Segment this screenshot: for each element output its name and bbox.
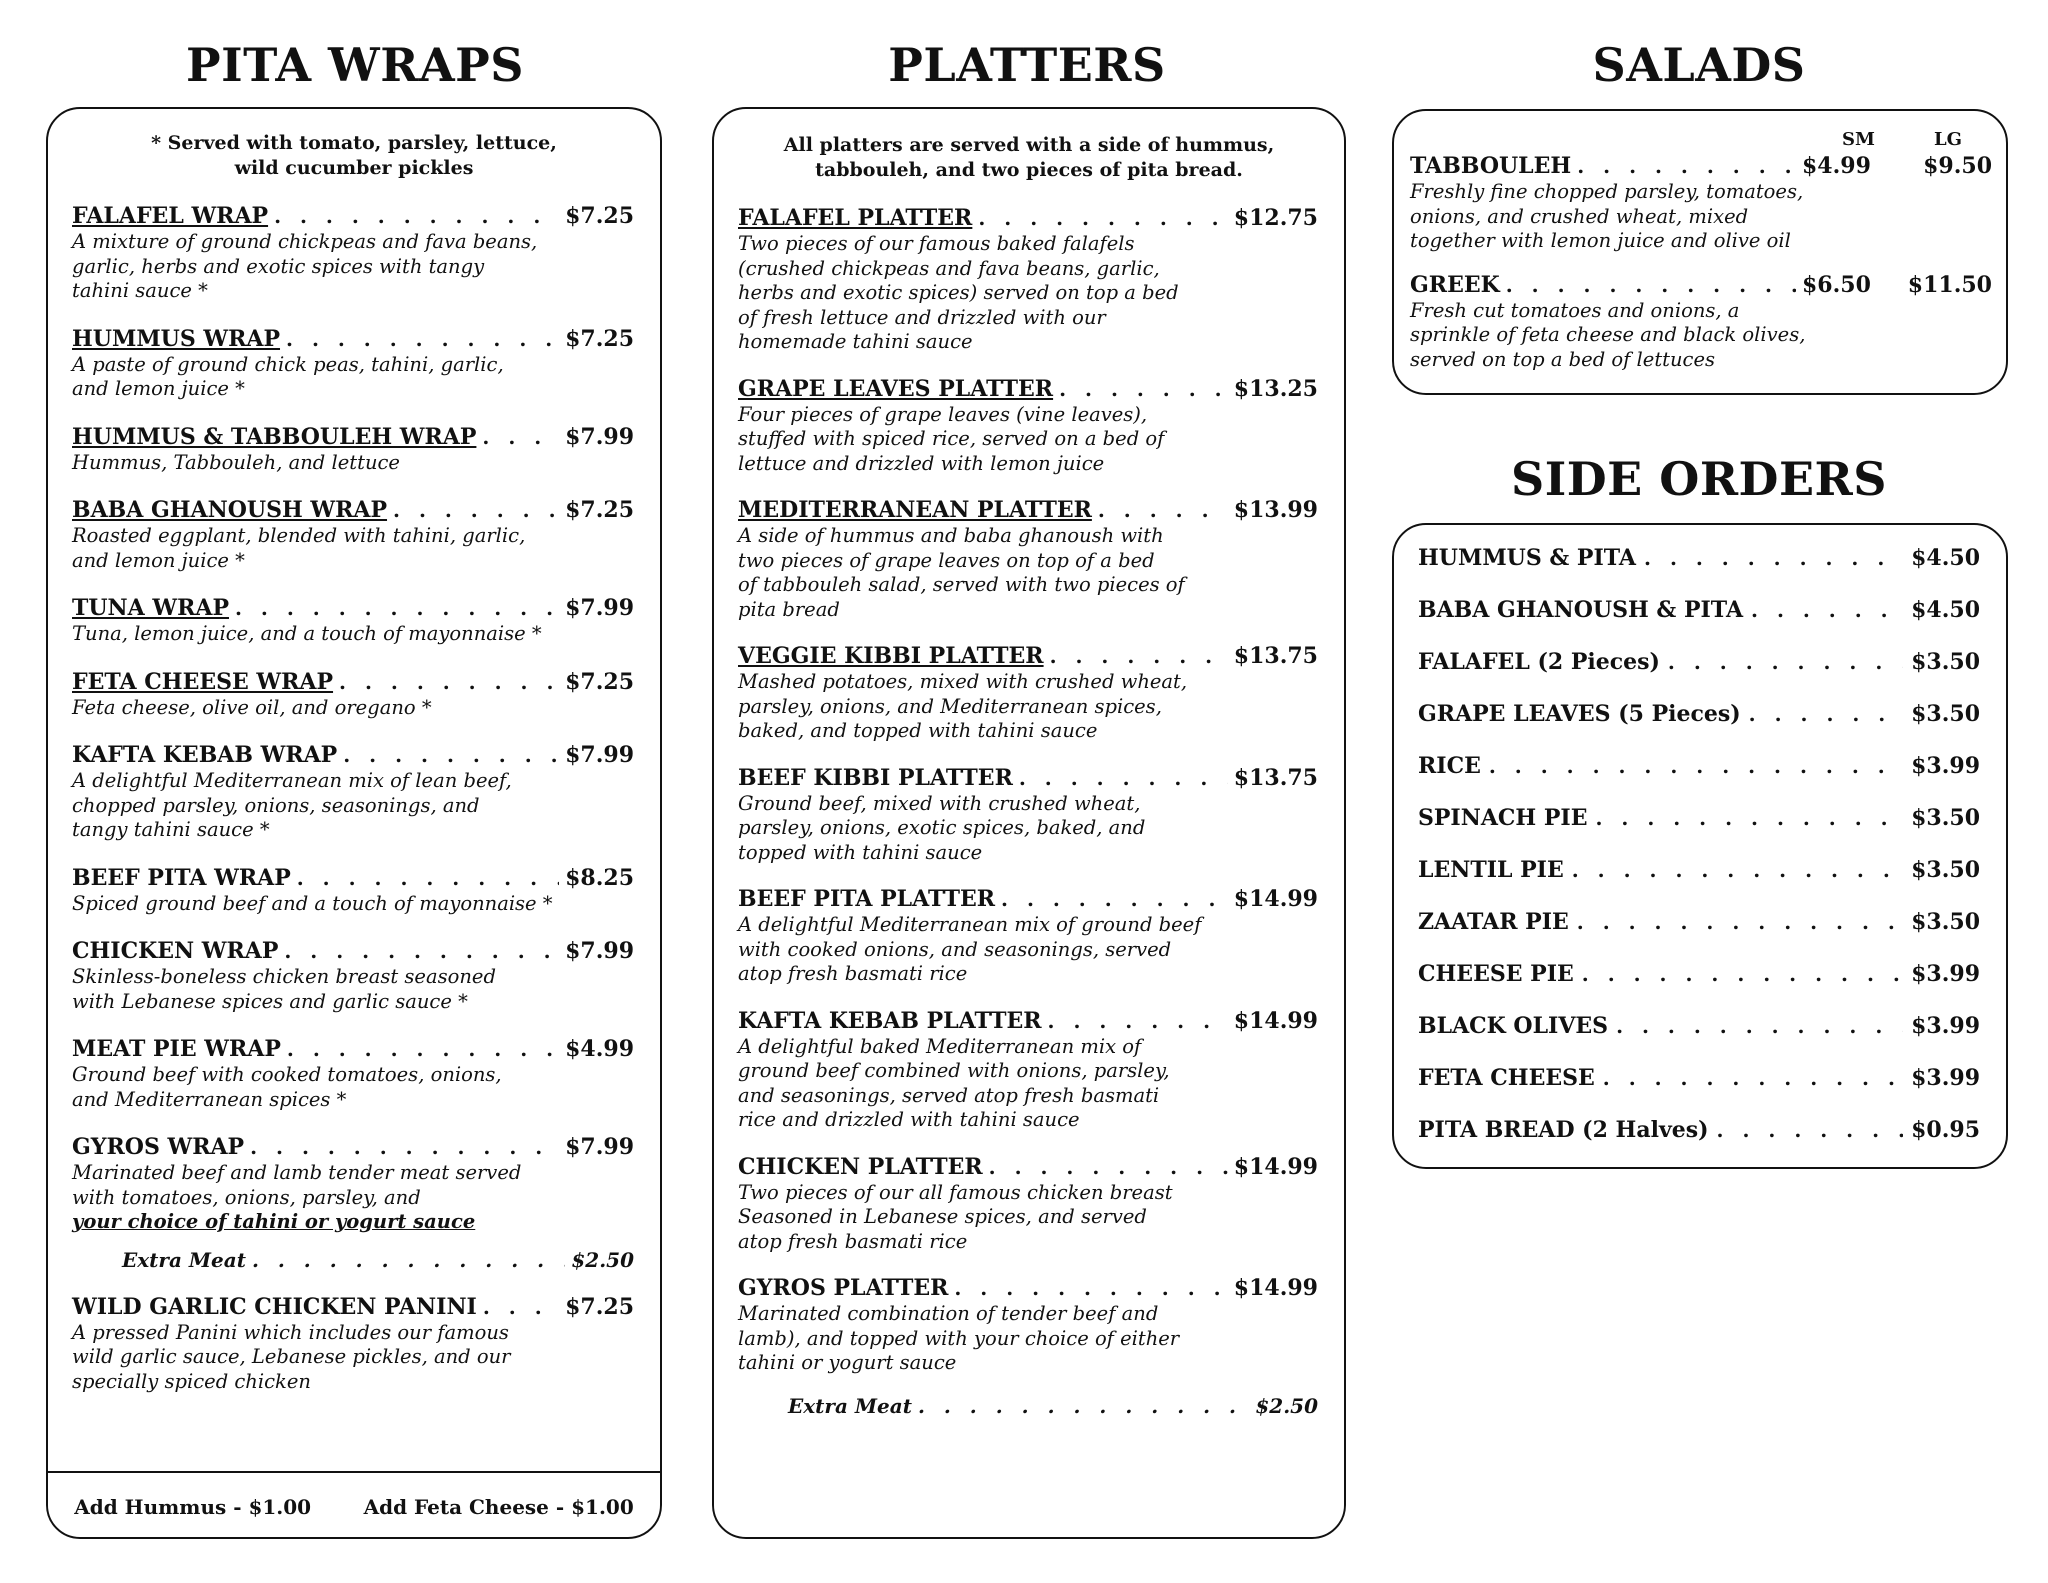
menu-item-row	[738, 886, 1318, 913]
description-emphasis: your choice of tahini or yogurt sauce	[72, 1210, 476, 1233]
platters-list	[738, 205, 1318, 1420]
menu-item-description	[738, 670, 1318, 744]
menu-item-price: $7.99	[565, 1134, 634, 1160]
side-order-price: $3.99	[1911, 1013, 1980, 1039]
description-line: ground beef combined with onions, parsley,	[738, 1059, 1170, 1082]
side-order-name: BLACK OLIVES	[1418, 1013, 1609, 1039]
platters-intro-line1: All platters are served with a side of hummus,	[783, 134, 1275, 156]
side-order-price: $3.50	[1911, 805, 1980, 831]
side-order-row	[1418, 1117, 1980, 1144]
description-line: tahini or yogurt sauce	[738, 1351, 957, 1374]
menu-item	[738, 886, 1318, 987]
side-order-price: $4.50	[1911, 597, 1980, 623]
menu-item-name: FALAFEL WRAP	[72, 203, 269, 229]
salad-price-large: $9.50	[1923, 153, 1992, 179]
side-order-price: $3.50	[1911, 701, 1980, 727]
menu-item	[738, 1154, 1318, 1255]
side-order-row	[1418, 649, 1980, 676]
dot-leader	[1048, 1008, 1228, 1035]
dot-leader	[483, 1294, 559, 1321]
side-order-name: SPINACH PIE	[1418, 805, 1588, 831]
dot-leader	[1668, 649, 1903, 676]
description-line: Feta cheese, olive oil, and oregano *	[72, 695, 432, 719]
salad-item	[1410, 272, 1992, 373]
description-line: Spiced ground beef and a touch of mayonnaise *	[72, 891, 553, 915]
dot-leader	[482, 424, 559, 451]
description-line: Ground beef with cooked tomatoes, onions,	[72, 1063, 502, 1086]
side-orders-box	[1392, 523, 2008, 1169]
description-line: and lemon juice *	[72, 377, 245, 400]
side-order-row	[1418, 597, 1980, 624]
description-line: Roasted eggplant, blended with tahini, garlic,	[72, 524, 526, 547]
description-line: sprinkle of feta cheese and black olives,	[1410, 323, 1806, 346]
extra-meat-row	[72, 1247, 634, 1274]
menu-item-description	[72, 1161, 634, 1235]
description-line: Marinated combination of tender beef and	[738, 1302, 1159, 1325]
menu-item-price: $13.75	[1233, 764, 1318, 791]
salads-title: SALADS	[1592, 38, 1806, 92]
menu-item	[72, 865, 634, 917]
dot-leader	[1577, 909, 1903, 936]
menu-item-price: $14.99	[1233, 1007, 1318, 1034]
description-line: Seasoned in Lebanese spices, and served	[738, 1205, 1147, 1228]
side-order-row	[1418, 1065, 1980, 1092]
menu-item-price: $14.99	[1233, 886, 1318, 912]
menu-item-row	[72, 424, 634, 451]
menu-item-name: MEDITERRANEAN PLATTER	[738, 497, 1092, 523]
pita-wraps-title: PITA WRAPS	[186, 38, 524, 92]
pita-wraps-intro	[68, 131, 640, 181]
description-line: baked, and topped with tahini sauce	[738, 719, 1098, 742]
side-order-price: $3.99	[1911, 1065, 1980, 1091]
dot-leader	[339, 669, 559, 696]
menu-item	[738, 765, 1318, 866]
description-line: pita bread	[738, 597, 840, 621]
menu-item	[72, 595, 634, 647]
description-line: herbs and exotic spices) served on top a bed	[738, 281, 1179, 304]
menu-item-description	[72, 892, 634, 917]
menu-item-price: $7.25	[565, 203, 634, 229]
description-line: together with lemon juice and olive oil	[1410, 229, 1791, 252]
salad-item-name: GREEK	[1410, 271, 1500, 298]
description-line: Tuna, lemon juice, and a touch of mayonnaise *	[72, 622, 542, 645]
menu-item-description	[72, 230, 634, 304]
menu-item-description	[72, 1063, 634, 1112]
dot-leader	[1616, 1013, 1903, 1040]
menu-item-name: GYROS WRAP	[72, 1134, 245, 1160]
menu-item-description	[738, 913, 1318, 987]
menu-item-price: $7.25	[565, 325, 634, 352]
dot-leader	[978, 205, 1227, 232]
dot-leader	[1098, 497, 1228, 524]
dot-leader	[1019, 765, 1228, 792]
side-order-row	[1418, 753, 1980, 780]
side-order-price: $3.99	[1911, 753, 1980, 779]
menu-item-description	[738, 403, 1318, 477]
menu-item-row	[738, 376, 1318, 403]
description-line: Four pieces of grape leaves (vine leaves),	[738, 402, 1148, 426]
menu-item-price: $8.25	[565, 864, 634, 891]
menu-item-description	[72, 353, 634, 402]
salad-item-row	[1410, 272, 1992, 299]
dot-leader	[1717, 1117, 1904, 1144]
menu-item-price: $4.99	[565, 1036, 634, 1062]
extra-meat-label: Extra Meat	[788, 1393, 912, 1418]
menu-item-description	[72, 769, 634, 843]
menu-item-row	[72, 669, 634, 696]
menu-item-price: $7.25	[565, 497, 634, 523]
description-line: specially spiced chicken	[72, 1369, 311, 1393]
description-line: A mixture of ground chickpeas and fava beans,	[72, 230, 538, 253]
menu-item	[72, 1134, 634, 1235]
description-line: (crushed chickpeas and fava beans, garlic,	[738, 256, 1160, 280]
salad-price-large: $11.50	[1907, 271, 1992, 298]
pita-wraps-list	[72, 203, 634, 1416]
menu-item-row	[738, 1154, 1318, 1181]
description-line: tahini sauce *	[72, 279, 208, 302]
menu-item	[72, 742, 634, 843]
pita-wraps-box	[46, 107, 662, 1539]
platters-intro	[734, 133, 1324, 183]
side-order-name: ZAATAR PIE	[1418, 909, 1569, 935]
dot-leader	[1059, 376, 1228, 403]
menu-item	[72, 938, 634, 1014]
menu-item-description	[738, 792, 1318, 866]
description-line: with tomatoes, onions, parsley, and	[72, 1185, 421, 1209]
description-line: tangy tahini sauce *	[72, 818, 270, 841]
description-line: A side of hummus and baba ghanoush with	[738, 524, 1164, 547]
dot-leader	[1582, 961, 1903, 988]
salads-box	[1392, 109, 2008, 395]
description-line: A delightful baked Mediterranean mix of	[738, 1034, 1142, 1058]
description-line: parsley, onions, and Mediterranean spices,	[738, 694, 1162, 718]
menu-item-row	[738, 1275, 1318, 1302]
platters-box	[712, 107, 1346, 1539]
description-line: Fresh cut tomatoes and onions, a	[1410, 298, 1740, 322]
description-line: Two pieces of our all famous chicken breast	[738, 1180, 1173, 1204]
menu-item	[738, 205, 1318, 355]
menu-item	[72, 497, 634, 573]
side-order-name: CHEESE PIE	[1418, 961, 1574, 987]
dot-leader	[918, 1393, 1249, 1420]
side-order-row	[1418, 909, 1980, 936]
menu-item-description	[738, 1181, 1318, 1255]
side-order-price: $3.50	[1911, 649, 1980, 675]
description-line: homemade tahini sauce	[738, 330, 973, 353]
dot-leader	[286, 326, 559, 353]
side-order-name: HUMMUS & PITA	[1418, 545, 1637, 571]
description-line: and Mediterranean spices *	[72, 1087, 347, 1111]
description-line: of fresh lettuce and drizzled with our	[738, 305, 1106, 329]
side-order-price: $3.50	[1911, 857, 1980, 883]
salads-col-sm: SM	[1842, 129, 1875, 150]
description-line: atop fresh basmati rice	[738, 962, 968, 985]
menu-item-name: KAFTA KEBAB WRAP	[72, 742, 338, 768]
dot-leader	[1644, 545, 1903, 572]
salad-price-small: $4.99	[1802, 153, 1871, 179]
description-line: Skinless-boneless chicken breast seasoned	[72, 965, 496, 988]
dot-leader	[1749, 701, 1903, 728]
side-order-name: PITA BREAD (2 Halves)	[1418, 1117, 1709, 1143]
side-order-price: $0.95	[1911, 1117, 1980, 1143]
dot-leader	[1595, 805, 1903, 832]
menu-item-price: $7.99	[565, 423, 634, 450]
description-line: Marinated beef and lamb tender meat served	[72, 1161, 522, 1184]
menu-item-name: FETA CHEESE WRAP	[72, 668, 334, 695]
menu-item-description	[72, 1321, 634, 1395]
menu-item-price: $14.99	[1233, 1275, 1318, 1301]
description-line: lettuce and drizzled with lemon juice	[738, 451, 1105, 475]
description-line: onions, and crushed wheat, mixed	[1410, 204, 1749, 228]
side-order-price: $3.99	[1911, 961, 1980, 987]
dot-leader	[250, 1134, 559, 1161]
menu-item-name: TUNA WRAP	[72, 595, 229, 621]
menu-item-row	[738, 643, 1318, 670]
extra-meat-line	[122, 1247, 634, 1274]
side-order-name: LENTIL PIE	[1418, 857, 1564, 883]
menu-item	[72, 1294, 634, 1395]
dot-leader	[343, 742, 559, 769]
salad-item	[1410, 153, 1992, 254]
menu-item-price: $7.99	[565, 938, 634, 964]
dot-leader	[1572, 857, 1903, 884]
dot-leader	[274, 203, 559, 230]
menu-item-name: CHICKEN WRAP	[72, 938, 279, 964]
salad-item-description	[1410, 299, 1992, 373]
menu-item-row	[72, 1134, 634, 1161]
dot-leader	[1050, 643, 1228, 670]
pita-wraps-footer	[48, 1495, 660, 1519]
menu-item-name: FALAFEL PLATTER	[738, 205, 973, 231]
extra-meat-line	[788, 1393, 1318, 1420]
dot-leader	[235, 595, 559, 622]
side-order-row	[1418, 545, 1980, 572]
menu-item-description	[72, 696, 634, 721]
menu-item-description	[738, 1035, 1318, 1133]
description-line: A paste of ground chick peas, tahini, garlic,	[72, 352, 504, 376]
description-line: wild garlic sauce, Lebanese pickles, and our	[72, 1345, 511, 1368]
menu-item-name: BEEF KIBBI PLATTER	[738, 764, 1013, 791]
menu-item-name: BEEF PITA WRAP	[72, 864, 291, 891]
side-order-name: BABA GHANOUSH & PITA	[1418, 597, 1744, 623]
salads-list	[1410, 153, 1992, 390]
menu-item	[72, 203, 634, 304]
dot-leader	[297, 865, 559, 892]
description-line: Freshly fine chopped parsley, tomatoes,	[1410, 180, 1804, 203]
dot-leader	[252, 1247, 565, 1274]
menu-item-row	[72, 742, 634, 769]
menu-item	[72, 326, 634, 402]
salad-price-small: $6.50	[1802, 271, 1871, 298]
salads-col-lg: LG	[1934, 129, 1963, 150]
side-order-price: $4.50	[1911, 545, 1980, 571]
menu-item-description	[72, 622, 634, 647]
menu-item-row	[72, 938, 634, 965]
side-order-row	[1418, 701, 1980, 728]
menu-item-row	[72, 1036, 634, 1063]
menu-item	[738, 376, 1318, 477]
menu-item-name: WILD GARLIC CHICKEN PANINI	[72, 1293, 477, 1320]
menu-item-name: MEAT PIE WRAP	[72, 1036, 281, 1062]
pita-wraps-intro-line2: wild cucumber pickles	[234, 157, 474, 179]
menu-item-description	[72, 451, 634, 476]
menu-item-row	[738, 497, 1318, 524]
description-line: with Lebanese spices and garlic sauce *	[72, 989, 468, 1013]
description-line: of tabbouleh salad, served with two pieces of	[738, 573, 1185, 596]
description-line: served on top a bed of lettuces	[1410, 347, 1716, 371]
menu-item-row	[738, 205, 1318, 232]
dot-leader	[1577, 153, 1796, 180]
menu-item	[738, 1275, 1318, 1376]
side-order-row	[1418, 961, 1980, 988]
side-order-name: GRAPE LEAVES (5 Pieces)	[1418, 701, 1741, 727]
menu-item-name: GRAPE LEAVES PLATTER	[738, 375, 1054, 402]
description-line: A delightful Mediterranean mix of ground beef	[738, 913, 1202, 936]
menu-item-row	[72, 595, 634, 622]
menu-item-name: VEGGIE KIBBI PLATTER	[738, 643, 1044, 669]
dot-leader	[1001, 886, 1228, 913]
description-line: chopped parsley, onions, seasonings, and	[72, 793, 480, 817]
menu-item-row	[738, 765, 1318, 792]
menu-item-description	[72, 965, 634, 1014]
description-line: two pieces of grape leaves on top of a bed	[738, 548, 1155, 572]
extra-meat-row	[738, 1393, 1318, 1420]
dot-leader	[1603, 1065, 1903, 1092]
menu-item-price: $7.25	[565, 668, 634, 695]
side-orders-list	[1418, 545, 1980, 1169]
dot-leader	[1506, 272, 1796, 299]
side-order-name: FALAFEL (2 Pieces)	[1418, 649, 1660, 675]
extra-meat-price: $2.50	[1255, 1393, 1318, 1418]
menu-item-price: $7.25	[565, 1293, 634, 1320]
menu-item-price: $14.99	[1233, 1153, 1318, 1180]
description-line: with cooked onions, and seasonings, served	[738, 937, 1172, 961]
platters-intro-line2: tabbouleh, and two pieces of pita bread.	[815, 159, 1243, 181]
dot-leader	[1489, 753, 1903, 780]
description-line: lamb), and topped with your choice of either	[738, 1326, 1180, 1350]
menu-item-description	[738, 232, 1318, 355]
extra-meat-price: $2.50	[571, 1247, 634, 1272]
side-order-row	[1418, 1013, 1980, 1040]
description-line: and lemon juice *	[72, 548, 245, 572]
menu-item-row	[72, 865, 634, 892]
add-feta-option: Add Feta Cheese - $1.00	[363, 1495, 634, 1519]
menu-item	[72, 669, 634, 721]
menu-item-name: HUMMUS WRAP	[72, 325, 281, 352]
menu-item	[72, 1036, 634, 1112]
menu-item-description	[738, 1302, 1318, 1376]
menu-item-name: KAFTA KEBAB PLATTER	[738, 1007, 1042, 1034]
description-line: Two pieces of our famous baked falafels	[738, 232, 1135, 255]
menu-item-name: GYROS PLATTER	[738, 1275, 949, 1301]
menu-item-row	[72, 497, 634, 524]
dot-leader	[1751, 597, 1903, 624]
side-order-name: FETA CHEESE	[1418, 1065, 1595, 1091]
menu-item-price: $13.99	[1233, 497, 1318, 523]
side-orders-title: SIDE ORDERS	[1511, 452, 1887, 506]
menu-item-name: HUMMUS & TABBOULEH WRAP	[72, 423, 477, 450]
description-line: rice and drizzled with tahini sauce	[738, 1108, 1080, 1131]
menu-item-description	[738, 524, 1318, 622]
menu-item-price: $13.75	[1233, 643, 1318, 669]
menu-item-price: $13.25	[1233, 375, 1318, 402]
description-line: and seasonings, served atop fresh basmati	[738, 1083, 1160, 1107]
dot-leader	[954, 1275, 1227, 1302]
description-line: Mashed potatoes, mixed with crushed wheat,	[738, 670, 1188, 693]
description-line: topped with tahini sauce	[738, 840, 983, 864]
add-hummus-option: Add Hummus - $1.00	[74, 1495, 312, 1519]
description-line: A pressed Panini which includes our famous	[72, 1320, 509, 1344]
menu-item-description	[72, 524, 634, 573]
menu-item-price: $12.75	[1233, 205, 1318, 231]
menu-item-row	[738, 1008, 1318, 1035]
salad-item-description	[1410, 180, 1992, 254]
description-line: atop fresh basmati rice	[738, 1229, 968, 1253]
menu-item	[738, 1008, 1318, 1133]
pita-wraps-intro-line1: * Served with tomato, parsley, lettuce,	[151, 132, 557, 154]
menu-item-row	[72, 326, 634, 353]
side-order-price: $3.50	[1911, 909, 1980, 935]
menu-item-row	[72, 1294, 634, 1321]
menu-item-name: BABA GHANOUSH WRAP	[72, 497, 388, 523]
menu-item-name: BEEF PITA PLATTER	[738, 886, 996, 912]
dot-leader	[393, 497, 559, 524]
menu-item-row	[72, 203, 634, 230]
menu-item	[72, 424, 634, 476]
side-order-row	[1418, 857, 1980, 884]
description-line: A delightful Mediterranean mix of lean beef,	[72, 769, 512, 792]
salad-item-row	[1410, 153, 1992, 180]
menu-item-name: CHICKEN PLATTER	[738, 1153, 983, 1180]
side-order-name: RICE	[1418, 753, 1481, 779]
description-line: Ground beef, mixed with crushed wheat,	[738, 791, 1141, 815]
salad-item-name: TABBOULEH	[1410, 153, 1572, 179]
menu-item	[738, 497, 1318, 622]
pita-wraps-footer-divider	[48, 1471, 660, 1473]
description-line: Hummus, Tabbouleh, and lettuce	[72, 450, 400, 474]
menu-item	[738, 643, 1318, 744]
side-order-row	[1418, 805, 1980, 832]
dot-leader	[287, 1036, 559, 1063]
description-line: stuffed with spiced rice, served on a bed of	[738, 427, 1165, 450]
description-line: garlic, herbs and exotic spices with tangy	[72, 254, 485, 278]
dot-leader	[989, 1154, 1228, 1181]
menu-item-price: $7.99	[565, 595, 634, 621]
menu-item-price: $7.99	[565, 742, 634, 768]
extra-meat-label: Extra Meat	[122, 1247, 246, 1272]
dot-leader	[284, 938, 559, 965]
description-line: parsley, onions, exotic spices, baked, and	[738, 816, 1146, 839]
platters-title: PLATTERS	[888, 38, 1166, 92]
